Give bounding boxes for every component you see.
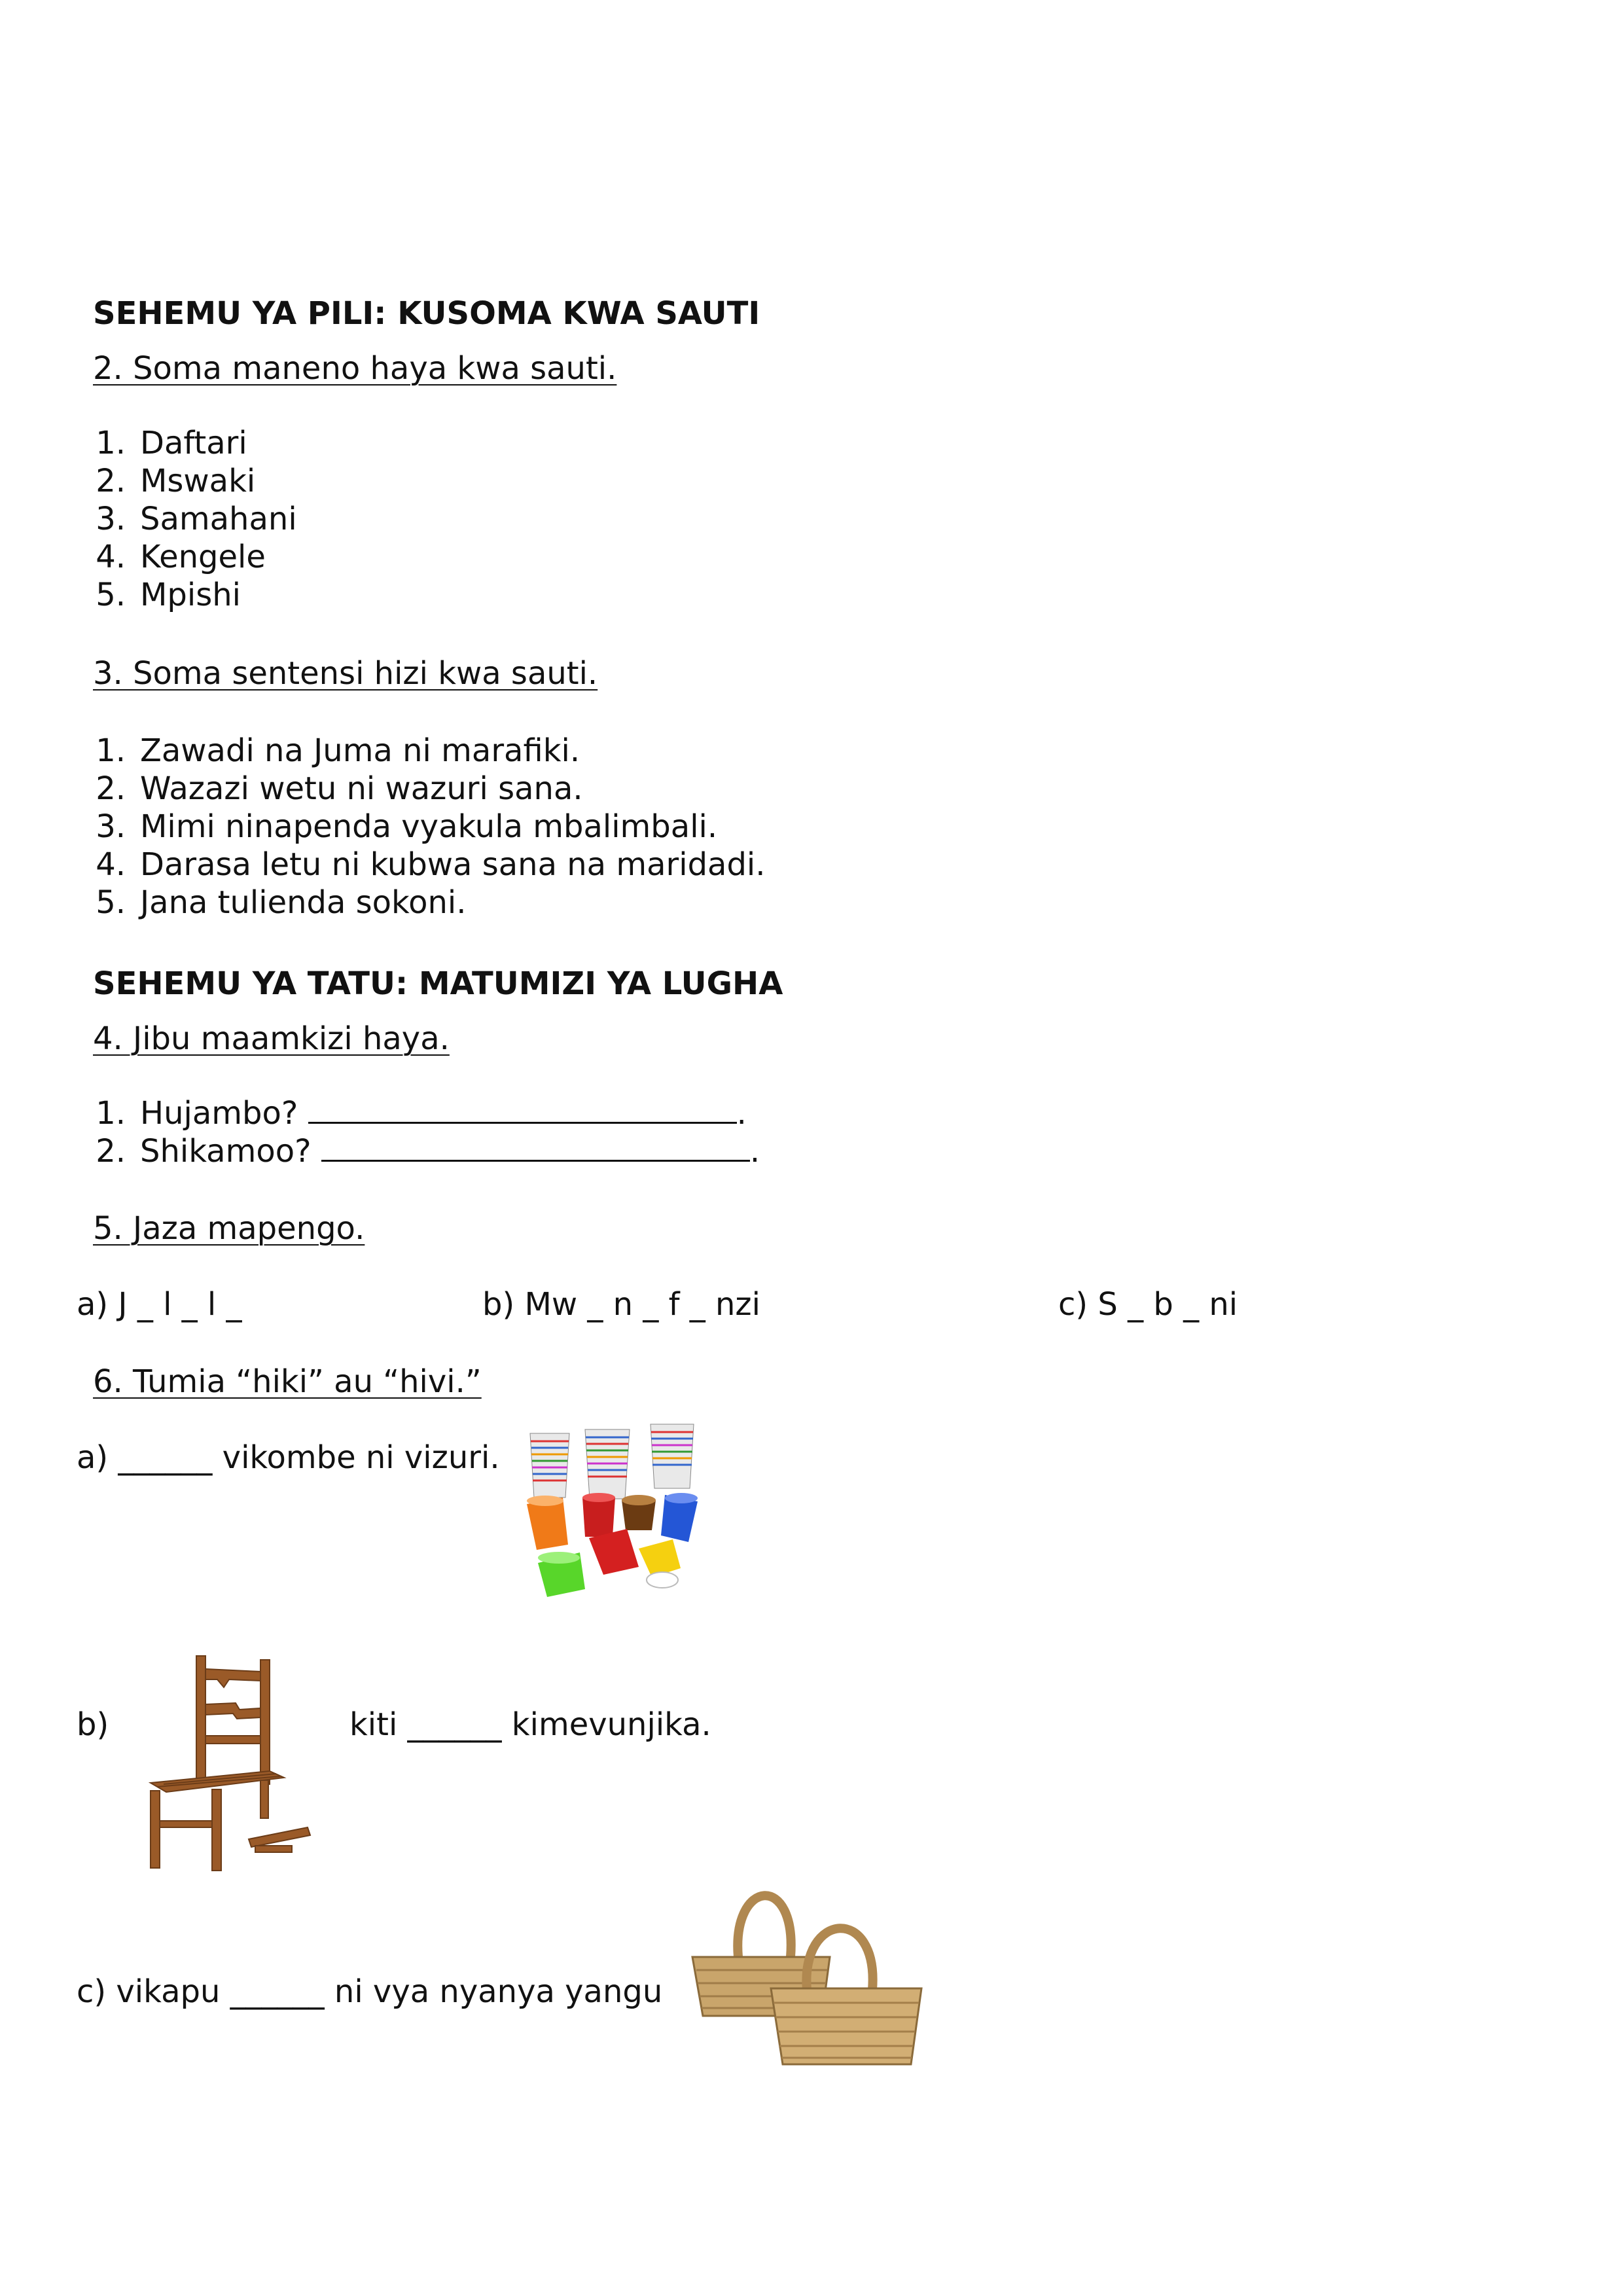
answer-blank[interactable] bbox=[308, 1095, 737, 1124]
list-item: 1. Hujambo? . bbox=[96, 1095, 747, 1132]
question-6a: a) ______ vikombe ni vizuri. bbox=[77, 1439, 500, 1476]
list-item: 3. Samahani bbox=[96, 501, 297, 537]
list-item: 1. Zawadi na Juma ni marafiki. bbox=[96, 732, 580, 769]
list-item: 5. Jana tulienda sokoni. bbox=[96, 884, 467, 921]
question-6c: c) vikapu ______ ni vya nyanya yangu bbox=[77, 1973, 663, 2010]
question-2-title: 2. Soma maneno haya kwa sauti. bbox=[93, 350, 617, 387]
list-item: 2. Mswaki bbox=[96, 463, 256, 499]
question-6b-label: b) bbox=[77, 1706, 109, 1743]
list-item: 2. Wazazi wetu ni wazuri sana. bbox=[96, 770, 583, 807]
list-item: 2. Shikamoo? . bbox=[96, 1133, 760, 1170]
word-list bbox=[79, 424, 297, 614]
section-three-heading: SEHEMU YA TATU: MATUMIZI YA LUGHA bbox=[93, 965, 783, 1002]
fill-item-c: c) S _ b _ ni bbox=[1058, 1286, 1238, 1323]
question-4-title: 4. Jibu maamkizi haya. bbox=[93, 1020, 450, 1057]
wicker-baskets-picture bbox=[679, 1878, 928, 2081]
fill-item-a: a) J _ l _ l _ bbox=[77, 1286, 242, 1323]
section-two-heading: SEHEMU YA PILI: KUSOMA KWA SAUTI bbox=[93, 295, 760, 332]
greeting-list bbox=[79, 1094, 760, 1170]
broken-chair-picture bbox=[144, 1649, 321, 1878]
question-5-title: 5. Jaza mapengo. bbox=[93, 1210, 365, 1247]
answer-blank[interactable] bbox=[321, 1133, 750, 1162]
list-item: 5. Mpishi bbox=[96, 577, 241, 613]
question-6b-text: kiti ______ kimevunjika. bbox=[349, 1706, 711, 1743]
sentence-list bbox=[79, 732, 766, 922]
list-item: 1. Daftari bbox=[96, 425, 247, 461]
list-item: 3. Mimi ninapenda vyakula mbalimbali. bbox=[96, 808, 718, 845]
list-item: 4. Darasa letu ni kubwa sana na maridadi. bbox=[96, 846, 766, 883]
paper-cups-picture bbox=[517, 1420, 726, 1604]
question-6-title: 6. Tumia “hiki” au “hivi.” bbox=[93, 1363, 482, 1400]
question-3-title: 3. Soma sentensi hizi kwa sauti. bbox=[93, 655, 598, 692]
cup-stack bbox=[530, 1424, 694, 1499]
list-item: 4. Kengele bbox=[96, 539, 266, 575]
fill-item-b: b) Mw _ n _ f _ nzi bbox=[482, 1286, 760, 1323]
